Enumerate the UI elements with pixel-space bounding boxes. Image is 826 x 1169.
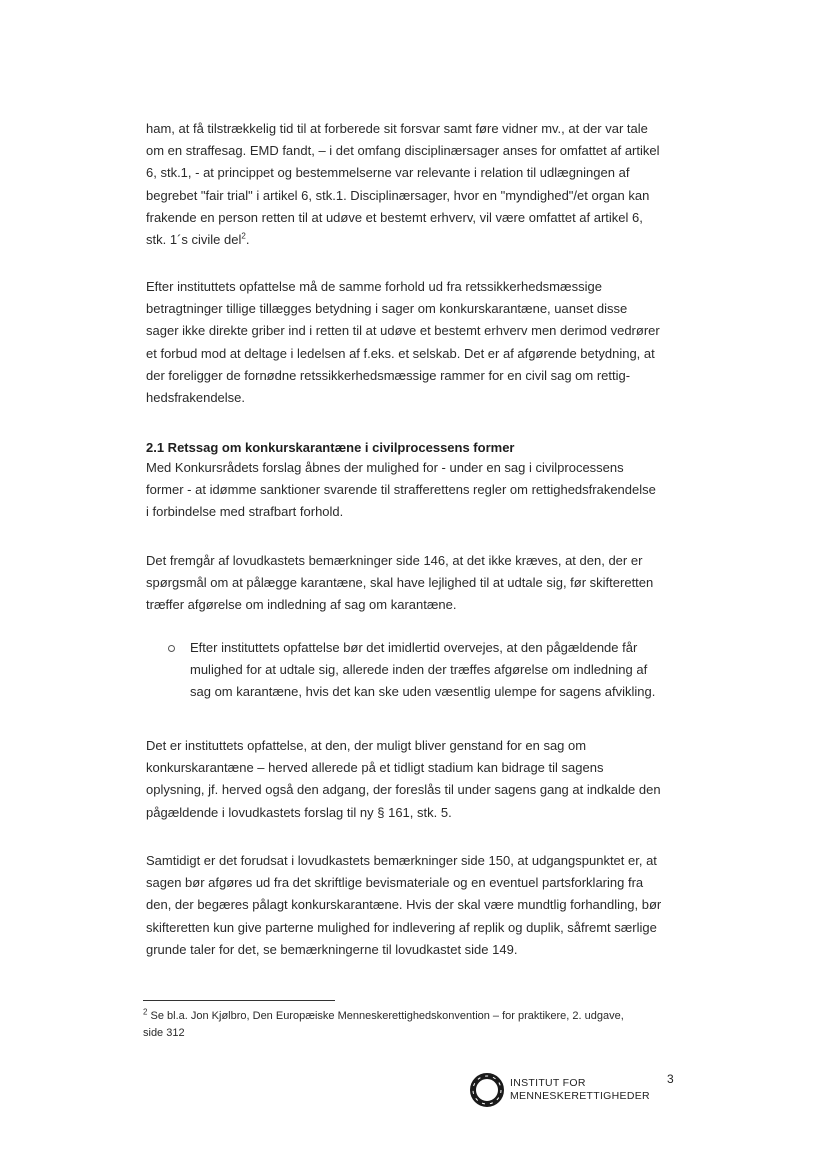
text-line: frakende en person retten til at udøve et bestemt erhverv, vil være omfattet af artikel 6,: [146, 209, 643, 225]
footnote-reference[interactable]: 2: [241, 231, 246, 241]
text-line: spørgsmål om at pålægge karantæne, skal have lejlighed til at udtale sig, før skifteretten: [146, 575, 654, 591]
text-line: grunde taler for det, se bemærkningerne til lovudkastet side 149.: [146, 941, 518, 957]
text-line: former - at idømme sanktioner svarende til strafferettens regler om rettighedsfrakendelse: [146, 482, 656, 498]
bullet-icon: [168, 645, 175, 652]
text-line: om en straffesag. EMD fandt, – i det omfang disciplinærsager anses for omfattet af artikel: [146, 143, 660, 159]
text-line: betragtninger tillige tillægges betydning i sager om konkurskarantæne, uanset disse: [146, 301, 628, 317]
text-fragment: .: [245, 232, 250, 248]
text-line: træffer afgørelse om indledning af sag om karantæne.: [146, 597, 457, 613]
paragraph-remarks-page-150: [146, 850, 678, 961]
text-line: oplysning, jf. herved også den adgang, der foreslås til under sagens gang at indkalde den: [146, 782, 661, 798]
paragraph-echr-discussion: [146, 118, 678, 251]
paragraph-remarks-page-146: [146, 550, 678, 617]
paragraph-institute-view-hearing: [146, 735, 678, 824]
text-line: sager ikke direkte griber ind i retten til at udøve et bestemt erhverv men derimod vedrører: [146, 323, 660, 339]
text-line: Det fremgår af lovudkastets bemærkninger side 146, at det ikke kræves, at den, der er: [146, 553, 643, 568]
text-line: hedsfrakendelse.: [146, 390, 246, 406]
page-number: 3: [667, 1072, 674, 1086]
text-line: Efter instituttets opfattelse må de samme forhold ud fra retssikkerhedsmæssige: [146, 279, 602, 294]
text-line: Efter instituttets opfattelse bør det imidlertid overvejes, at den pågældende får: [190, 640, 638, 655]
footnote-number: 2: [143, 1007, 148, 1017]
logo-line-1: INSTITUT FOR: [510, 1077, 586, 1089]
institute-logo-text: [510, 1077, 650, 1103]
paragraph-institute-opinion: [146, 276, 678, 409]
text-line: ham, at få tilstrækkelig tid til at forberede sit forsvar samt føre vidner mv., at der var tale: [146, 121, 648, 136]
section-heading: 2.1 Retssag om konkurskarantæne i civilprocessens former: [146, 440, 515, 455]
paragraph-bankruptcy-council-proposal: [146, 457, 678, 524]
text-fragment: stk. 1´s civile del: [146, 232, 242, 248]
institute-ring-logo-icon: [469, 1072, 505, 1108]
text-line: sagen bør afgøres ud fra det skriftlige bevismateriale og en eventuel partsforklaring fra: [146, 875, 644, 891]
footnote-separator: [143, 1000, 335, 1001]
text-line: Samtidigt er det forudsat i lovudkastets bemærkninger side 150, at udgangspunktet er, at: [146, 853, 657, 868]
text-line: Med Konkursrådets forslag åbnes der mulighed for - under en sag i civilprocessens: [146, 460, 624, 475]
text-line: den, der begæres pålagt konkurskarantæne. Hvis der skal være mundtlig forhandling, bør: [146, 897, 662, 913]
logo-line-2: MENNESKERETTIGHEDER: [510, 1090, 650, 1102]
footnote-text-line: side 312: [143, 1027, 185, 1039]
text-line: 6, stk.1, - at princippet og bestemmelserne var relevante i relation til udlægningen af: [146, 165, 630, 181]
text-line: mulighed for at udtale sig, allerede inden der træffes afgørelse om indledning af: [190, 662, 648, 678]
text-line: konkurskarantæne – herved allerede på et tidligt stadium kan bidrage til sagens: [146, 760, 604, 776]
bullet-text: [190, 637, 678, 704]
text-line: Det er instituttets opfattelse, at den, der muligt bliver genstand for en sag om: [146, 738, 587, 753]
text-line: et forbud mod at deltage i ledelsen af f.eks. et selskab. Det er af afgørende betydning, at: [146, 345, 655, 361]
text-line: skifteretten kun give parterne mulighed for indlevering af replik og duplik, såfremt særlige: [146, 919, 657, 935]
footnote: [143, 1008, 683, 1042]
text-line: i forbindelse med strafbart forhold.: [146, 504, 344, 520]
bullet-list-item: [146, 637, 678, 704]
text-line: begrebet "fair trial" i artikel 6, stk.1. Disciplinærsager, hvor en "myndighed"/et organ kan: [146, 187, 650, 203]
text-line-last: [146, 229, 678, 251]
text-line: der foreligger de fornødne retssikkerhedsmæssige rammer for en civil sag om rettig-: [146, 367, 631, 383]
text-line: pågældende i lovudkastets forslag til ny § 161, stk. 5.: [146, 804, 452, 820]
text-line: sag om karantæne, hvis det kan ske uden væsentlig ulempe for sagens afvikling.: [190, 684, 656, 700]
footnote-text-line: Se bl.a. Jon Kjølbro, Den Europæiske Menneskerettighedskonvention – for praktikere, 2. udgave,: [150, 1010, 624, 1022]
